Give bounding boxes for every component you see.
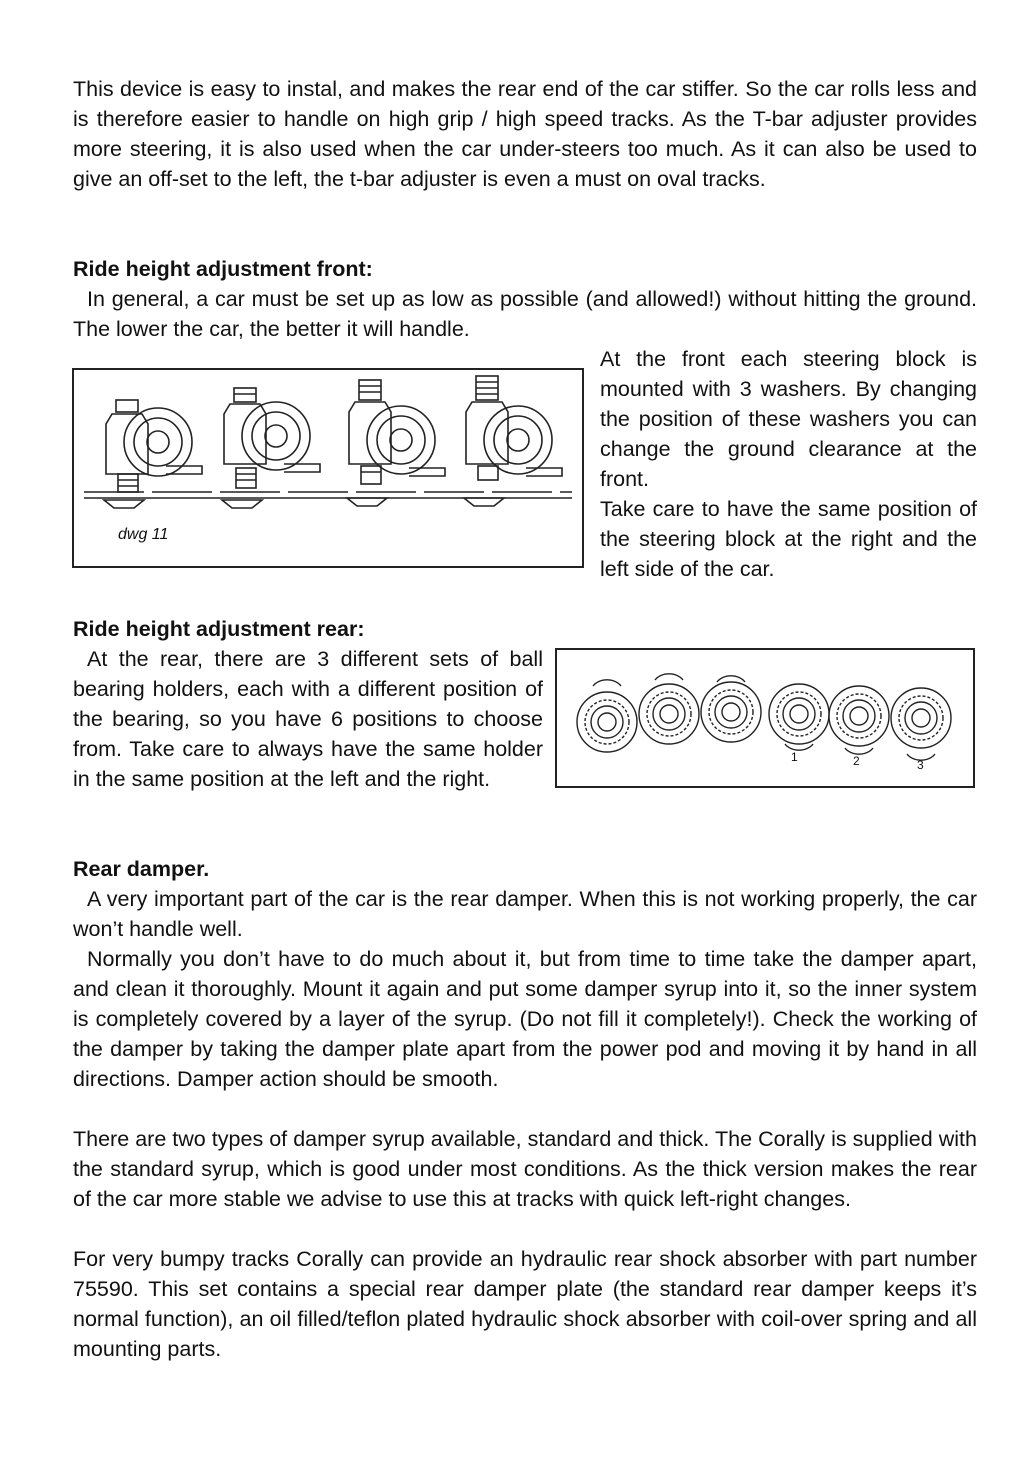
rear-damper-heading: Rear damper. (73, 857, 210, 881)
damper-paragraph-3: There are two types of damper syrup available, standard and thick. The Corally is supplied with the standard syrup, which is good under most conditions. As the thick version makes the rear of the car more stable we advise to use this at tracks with quick left-right changes. (73, 1127, 977, 1211)
front-steering-block-figure (72, 368, 584, 568)
damper-paragraph-1: A very important part of the car is the rear damper. When this is not working properly, the car won’t handle well. (73, 887, 977, 941)
holder-label-3: 3 (917, 758, 924, 772)
holder-label-1: 1 (791, 750, 798, 764)
holder-label-2: 2 (853, 754, 860, 768)
front-paragraph-3: Take care to have the same position of the steering block at the right and the left side of the car. (600, 497, 977, 581)
rear-bearing-holder-figure (555, 648, 975, 788)
figure-caption: dwg 11 (118, 526, 169, 543)
front-ride-height-heading: Ride height adjustment front: (73, 257, 373, 281)
front-paragraph-2: At the front each steering block is mounted with 3 washers. By changing the position of these washers you can change the ground clearance at the front. (600, 347, 977, 491)
rear-paragraph: At the rear, there are 3 different sets of ball bearing holders, each with a different position of the bearing, so you have 6 positions to choose from. Take care to always have the same holder in the same position at the left and the right. (73, 647, 543, 791)
damper-paragraph-2: Normally you don’t have to do much about it, but from time to time take the damper apart, and clean it thoroughly. Mount it again and put some damper syrup into it, so the inner system is completely covered by a layer of the syrup. (Do not fill it completely!). Check the working of the damper by taking the damper plate apart from the power pod and moving it by hand in all directions. Damper action should be smooth. (73, 947, 977, 1091)
damper-paragraph-4: For very bumpy tracks Corally can provide an hydraulic rear shock absorber with part number 75590. This set contains a special rear damper plate (the standard rear damper keeps it’s normal function), an oil filled/teflon plated hydraulic shock absorber with coil-over spring and all mounting parts. (73, 1247, 977, 1361)
intro-paragraph: This device is easy to instal, and makes the rear end of the car stiffer. So the car rolls less and is therefore easier to handle on high grip / high speed tracks. As the T-bar adjuster provides more steering, it is also used when the car under-steers too much. As it can also be used to give an off-set to the left, the t-bar adjuster is even a must on oval tracks. (73, 77, 977, 191)
front-paragraph-1: In general, a car must be set up as low as possible (and allowed!) without hitting the ground. The lower the car, the better it will handle. (73, 287, 977, 341)
rear-ride-height-heading: Ride height adjustment rear: (73, 617, 365, 641)
bearing-holder-drawing (557, 650, 973, 786)
